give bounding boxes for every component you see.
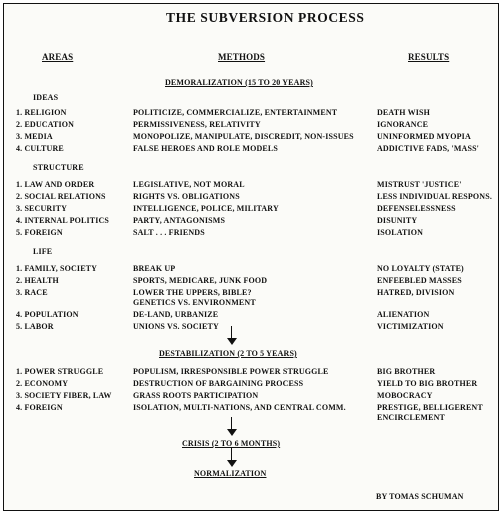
method-text: ISOLATION, MULTI-NATIONS, AND CENTRAL COMM. (133, 403, 346, 412)
area-label: 2. HEALTH (16, 276, 59, 285)
area-label: 3. MEDIA (16, 132, 53, 141)
area-label: 2. ECONOMY (16, 379, 69, 388)
phase-destabilization: DESTABILIZATION (2 TO 5 YEARS) (159, 349, 297, 358)
result-text: PRESTIGE, BELLIGERENT (377, 403, 483, 412)
result-text: DISUNITY (377, 216, 418, 225)
method-text: DE-LAND, URBANIZE (133, 310, 219, 319)
result-text: DEATH WISH (377, 108, 430, 117)
areas-header: AREAS (42, 52, 74, 62)
area-label: 4. POPULATION (16, 310, 79, 319)
area-label: 1. RELIGION (16, 108, 67, 117)
area-label: 5. LABOR (16, 322, 54, 331)
result-text: NO LOYALTY (STATE) (377, 264, 464, 273)
method-text: RIGHTS VS. OBLIGATIONS (133, 192, 240, 201)
group-label-structure: STRUCTURE (33, 163, 84, 172)
arrow-down-icon (227, 326, 237, 346)
area-label: 4. INTERNAL POLITICS (16, 216, 110, 225)
byline: BY TOMAS SCHUMAN (376, 492, 464, 501)
area-label: 2. SOCIAL RELATIONS (16, 192, 106, 201)
area-label: 5. FOREIGN (16, 228, 63, 237)
results-header: RESULTS (408, 52, 450, 62)
method-text-continued: GENETICS VS. ENVIRONMENT (133, 298, 256, 307)
result-text: HATRED, DIVISION (377, 288, 455, 297)
result-text: LESS INDIVIDUAL RESPONS. (377, 192, 492, 201)
method-text: GRASS ROOTS PARTICIPATION (133, 391, 259, 400)
area-label: 4. FOREIGN (16, 403, 63, 412)
arrow-down-icon (227, 417, 237, 437)
method-text: PARTY, ANTAGONISMS (133, 216, 226, 225)
arrow-down-icon (227, 448, 237, 468)
method-text: POPULISM, IRRESPONSIBLE POWER STRUGGLE (133, 367, 329, 376)
area-label: 4. CULTURE (16, 144, 64, 153)
method-text: UNIONS VS. SOCIETY (133, 322, 219, 331)
document-page (3, 3, 499, 511)
phase-normalization: NORMALIZATION (194, 469, 267, 478)
method-text: DESTRUCTION OF BARGAINING PROCESS (133, 379, 304, 388)
result-text: DEFENSELESSNESS (377, 204, 456, 213)
result-text: BIG BROTHER (377, 367, 436, 376)
document-title: THE SUBVERSION PROCESS (166, 10, 365, 25)
method-text: MONOPOLIZE, MANIPULATE, DISCREDIT, NON-ISSUES (133, 132, 354, 141)
result-text: ALIENATION (377, 310, 430, 319)
area-label: 1. POWER STRUGGLE (16, 367, 104, 376)
method-text: LOWER THE UPPERS, BIBLE? (133, 288, 252, 297)
result-text: VICTIMIZATION (377, 322, 444, 331)
result-text: UNINFORMED MYOPIA (377, 132, 471, 141)
group-label-ideas: IDEAS (33, 93, 59, 102)
group-label-life: LIFE (33, 247, 53, 256)
result-text: IGNORANCE (377, 120, 429, 129)
area-label: 1. FAMILY, SOCIETY (16, 264, 98, 273)
result-text: MOBOCRACY (377, 391, 433, 400)
method-text: PERMISSIVENESS, RELATIVITY (133, 120, 261, 129)
methods-header: METHODS (218, 52, 266, 62)
result-text: MISTRUST 'JUSTICE' (377, 180, 462, 189)
area-label: 1. LAW AND ORDER (16, 180, 95, 189)
method-text: INTELLIGENCE, POLICE, MILITARY (133, 204, 279, 213)
area-label: 3. RACE (16, 288, 48, 297)
method-text: FALSE HEROES AND ROLE MODELS (133, 144, 278, 153)
result-text: ISOLATION (377, 228, 424, 237)
method-text: POLITICIZE, COMMERCIALIZE, ENTERTAINMENT (133, 108, 338, 117)
method-text: SALT . . . FRIENDS (133, 228, 205, 237)
area-label: 3. SECURITY (16, 204, 67, 213)
result-text: ENFEEBLED MASSES (377, 276, 462, 285)
phase-crisis: CRISIS (2 TO 6 MONTHS) (182, 439, 281, 448)
result-text-continued: ENCIRCLEMENT (377, 413, 446, 422)
area-label: 2. EDUCATION (16, 120, 75, 129)
method-text: BREAK UP (133, 264, 176, 273)
result-text: ADDICTIVE FADS, 'MASS' (377, 144, 480, 153)
area-label: 3. SOCIETY FIBER, LAW (16, 391, 112, 400)
method-text: LEGISLATIVE, NOT MORAL (133, 180, 245, 189)
phase-demoralization: DEMORALIZATION (15 TO 20 YEARS) (165, 78, 313, 87)
method-text: SPORTS, MEDICARE, JUNK FOOD (133, 276, 268, 285)
result-text: YIELD TO BIG BROTHER (377, 379, 478, 388)
